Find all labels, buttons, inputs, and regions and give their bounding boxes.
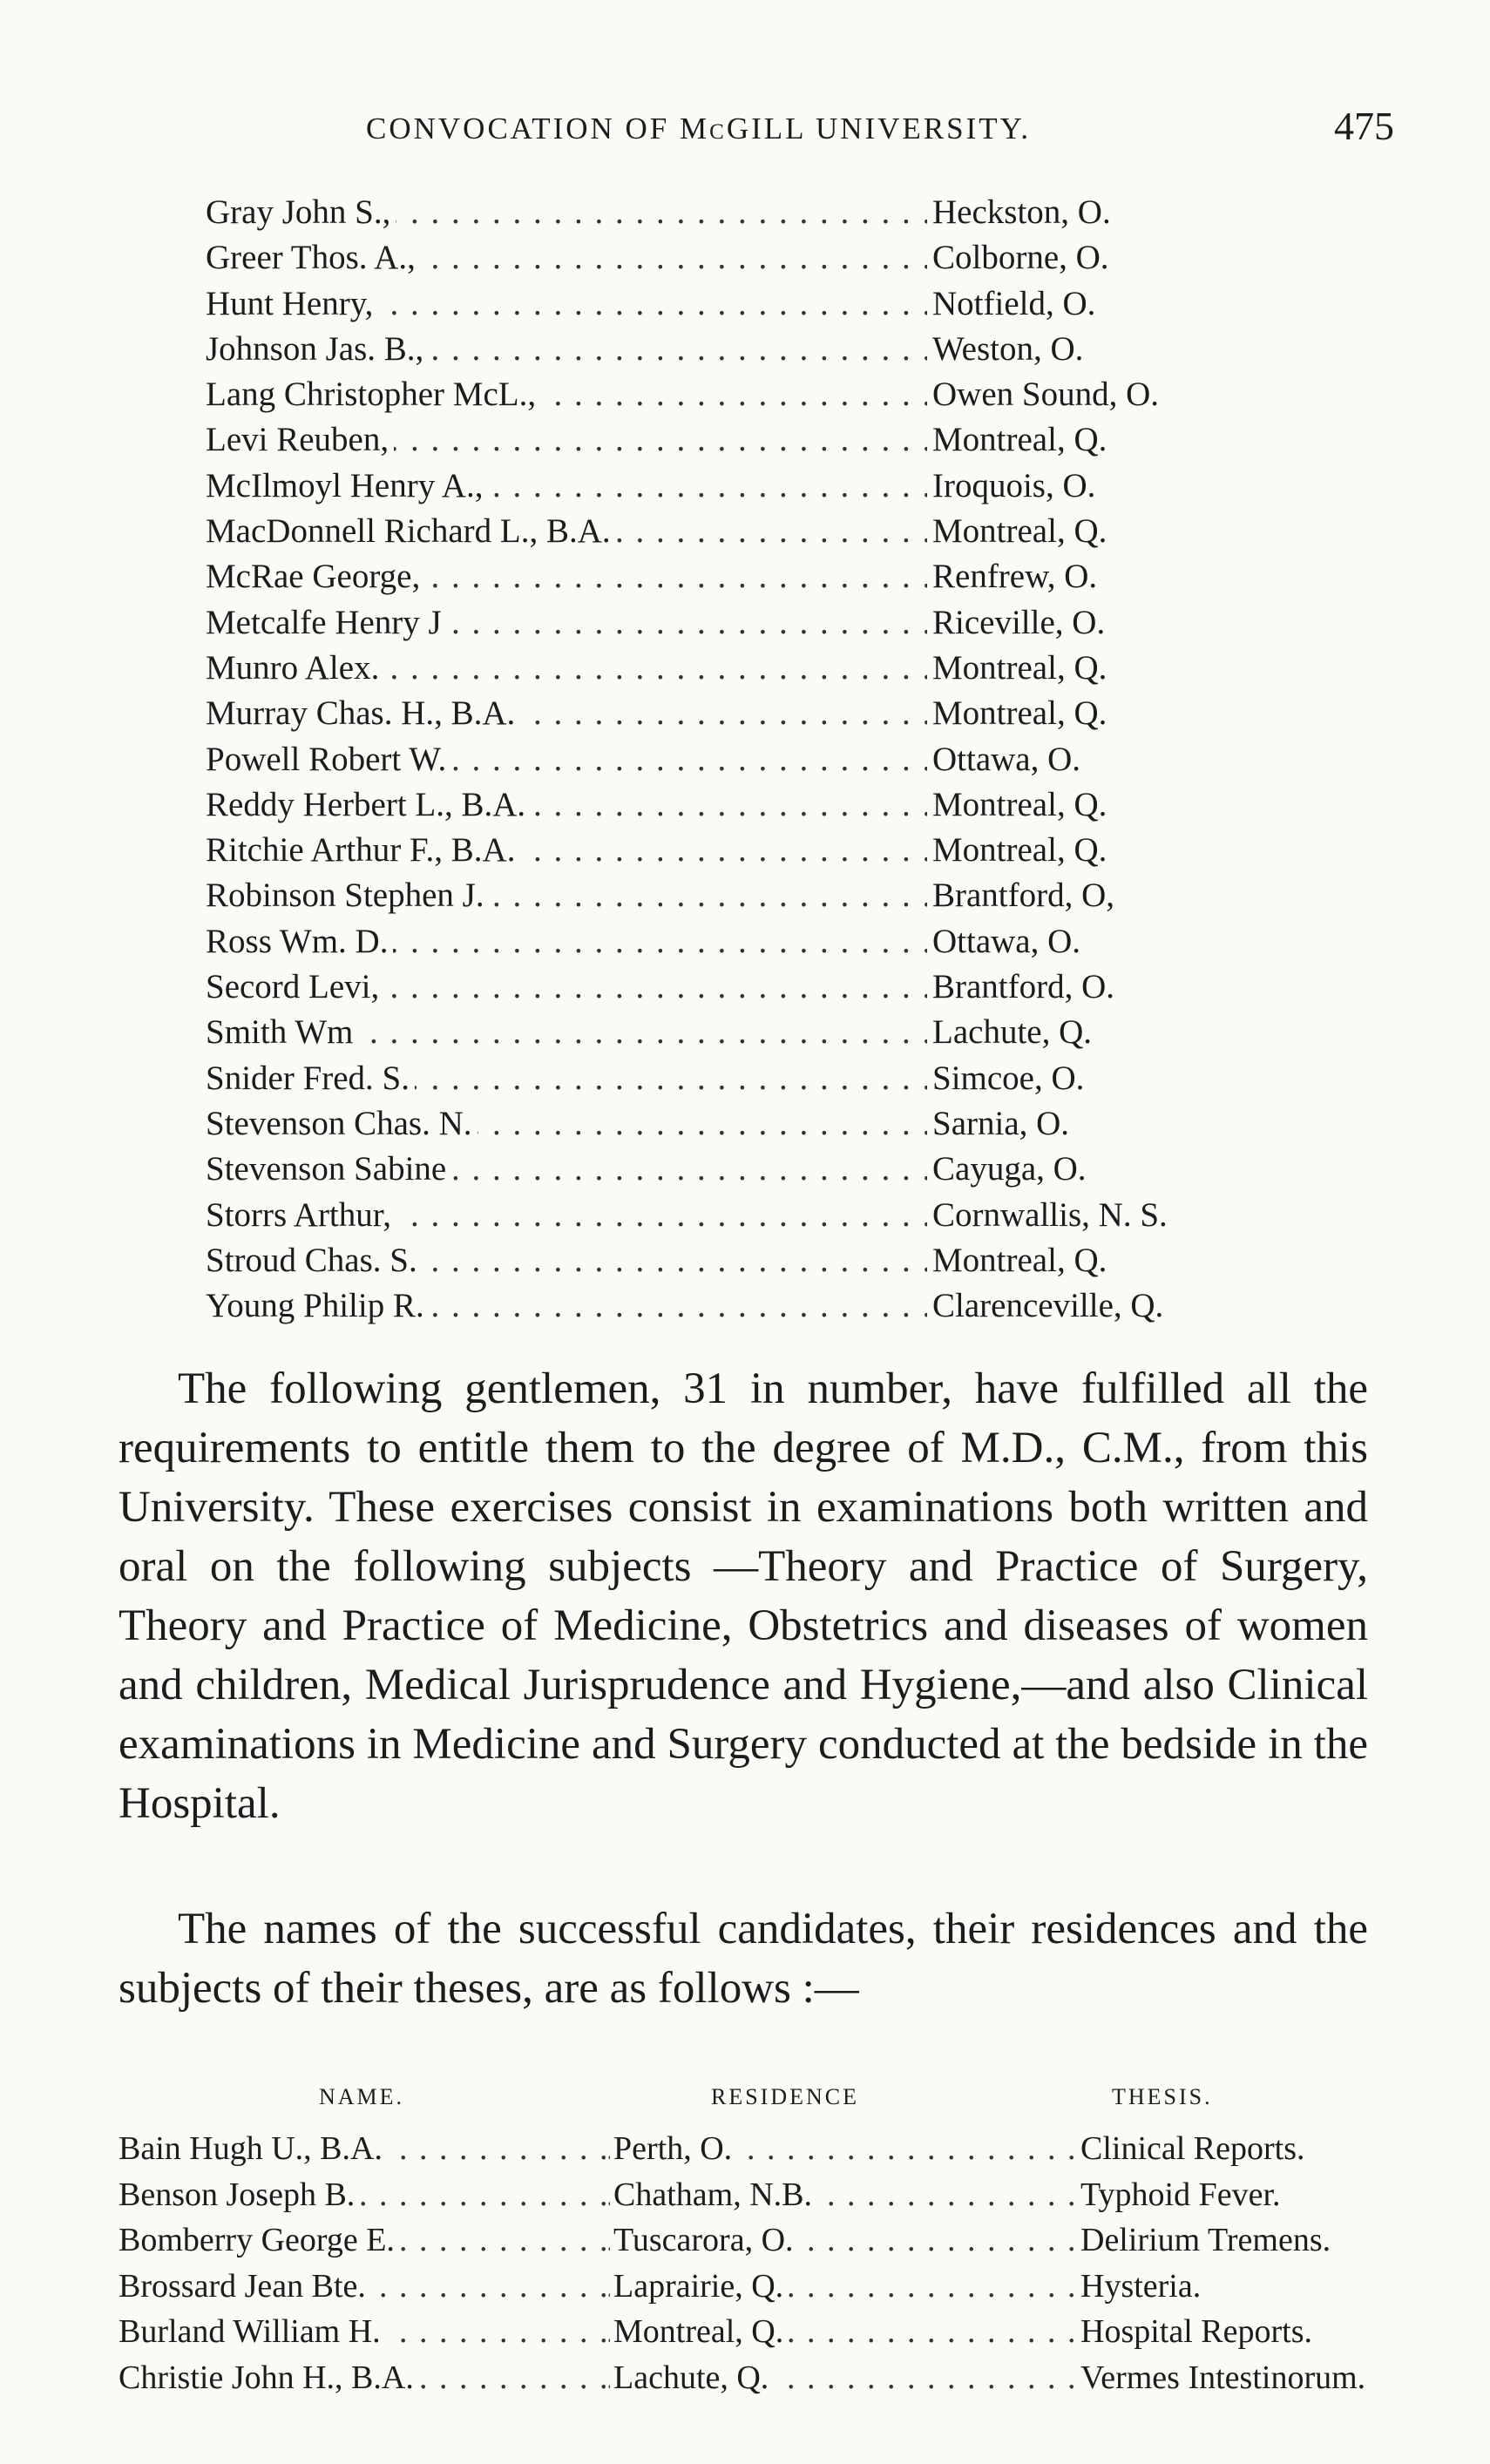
graduate-location: Montreal, Q. xyxy=(929,417,1107,463)
graduate-location: Ottawa, O. xyxy=(929,919,1080,965)
graduate-name: Smith Wm xyxy=(206,1013,358,1051)
cell-name: Burland William H. xyxy=(119,2309,386,2354)
table-row xyxy=(119,2264,1373,2310)
cell-thesis: Vermes Intestinorum. xyxy=(1077,2355,1365,2400)
graduates-list xyxy=(206,190,1251,1329)
graduate-name: Snider Fred. S. xyxy=(206,1059,415,1097)
graduate-name: Powell Robert W. xyxy=(206,741,451,778)
graduate-location: Ottawa, O. xyxy=(929,737,1080,782)
cell-residence: Montreal, Q. xyxy=(610,2309,789,2354)
graduate-name: Metcalfe Henry J xyxy=(206,604,447,641)
list-item xyxy=(206,646,1251,691)
graduate-name: Hunt Henry, xyxy=(206,285,378,322)
graduate-location: Heckston, O. xyxy=(929,190,1111,235)
running-head: CONVOCATION OF McGILL UNIVERSITY. xyxy=(366,112,1032,146)
paragraph-candidates-intro: The names of the successful candidates, their residences and the subjects of their theses, are as follows :— xyxy=(119,1905,1368,2013)
cell-residence: Perth, O. xyxy=(610,2126,737,2171)
cell-name: Bain Hugh U., B.A. xyxy=(119,2126,388,2171)
cell-thesis: Typhoid Fever. xyxy=(1077,2172,1281,2217)
graduate-location: Riceville, O. xyxy=(929,600,1105,646)
cell-residence: Lachute, Q. xyxy=(610,2355,774,2400)
list-item xyxy=(206,782,1251,828)
list-item xyxy=(206,965,1251,1010)
graduate-name: Ross Wm. D. xyxy=(206,923,393,960)
list-item xyxy=(206,190,1251,235)
list-item xyxy=(206,873,1251,918)
list-item xyxy=(206,1010,1251,1055)
cell-residence: Tuscarora, O. xyxy=(610,2217,799,2263)
graduate-location: Montreal, Q. xyxy=(929,646,1107,691)
graduate-name: McIlmoyl Henry A., xyxy=(206,467,488,504)
list-item xyxy=(206,691,1251,736)
graduate-name: Levi Reuben, xyxy=(206,421,394,458)
graduate-location: Iroquois, O. xyxy=(929,464,1095,509)
graduate-name: MacDonnell Richard L., B.A. xyxy=(206,512,616,550)
graduate-name: Robinson Stephen J. xyxy=(206,877,490,914)
graduate-name: McRae George, xyxy=(206,558,425,595)
list-item xyxy=(206,737,1251,782)
graduate-location: Brantford, O, xyxy=(929,873,1114,918)
graduate-name: Munro Alex. xyxy=(206,649,384,687)
graduate-location: Cornwallis, N. S. xyxy=(929,1193,1168,1238)
candidates-table xyxy=(119,2126,1373,2400)
list-item xyxy=(206,828,1251,873)
cell-thesis: Hospital Reports. xyxy=(1077,2309,1312,2354)
list-item xyxy=(206,554,1251,599)
table-row xyxy=(119,2309,1373,2355)
list-item xyxy=(206,372,1251,417)
graduate-location: Montreal, Q. xyxy=(929,782,1107,828)
graduate-name: Stroud Chas. S. xyxy=(206,1242,423,1279)
page-number: 475 xyxy=(1334,104,1394,148)
graduate-location: Cayuga, O. xyxy=(929,1147,1087,1192)
graduate-location: Montreal, Q. xyxy=(929,828,1107,873)
graduate-name: Storrs Arthur, xyxy=(206,1196,396,1234)
cell-thesis: Clinical Reports. xyxy=(1077,2126,1305,2171)
graduate-location: Lachute, Q. xyxy=(929,1010,1092,1055)
graduate-name: Stevenson Sabine xyxy=(206,1150,451,1188)
graduate-name: Secord Levi, xyxy=(206,968,384,1005)
graduate-location: Renfrew, O. xyxy=(929,554,1097,599)
list-item xyxy=(206,1101,1251,1147)
list-item xyxy=(206,464,1251,509)
table-row xyxy=(119,2172,1373,2218)
graduate-location: Simcoe, O. xyxy=(929,1056,1084,1101)
paragraph-requirements: The following gentlemen, 31 in number, have fulfilled all the requirements to entitle them to the degree of M.D., C.M., from this University. These exercises consist in examinations both written and oral on the following subjects —Theory and Practice of Surgery, Theory and Practice of Medicine, Obstetrics and diseases of women and children, Medical Jurisprudence and Hygiene,—and also Clinical examinations in Medicine and Surgery conducted at the bedside in the Hospital. xyxy=(119,1364,1368,1828)
cell-residence: Chatham, N.B. xyxy=(610,2172,817,2217)
cell-name: Christie John H., B.A. xyxy=(119,2355,419,2400)
graduate-name: Johnson Jas. B., xyxy=(206,330,429,368)
graduate-name: Reddy Herbert L., B.A. xyxy=(206,786,531,823)
graduate-name: Gray John S., xyxy=(206,193,396,231)
column-header-residence: RESIDENCE xyxy=(711,2084,859,2109)
list-item xyxy=(206,235,1251,281)
column-header-thesis: THESIS. xyxy=(1112,2084,1213,2109)
column-header-name: NAME. xyxy=(319,2084,405,2109)
graduate-location: Montreal, Q. xyxy=(929,1238,1107,1283)
graduate-name: Murray Chas. H., B.A. xyxy=(206,694,520,732)
graduate-name: Young Philip R. xyxy=(206,1287,430,1324)
cell-name: Bomberry George E. xyxy=(119,2217,400,2263)
list-item xyxy=(206,327,1251,372)
cell-thesis: Hysteria. xyxy=(1077,2264,1201,2309)
list-item xyxy=(206,1238,1251,1283)
graduate-location: Colborne, O. xyxy=(929,235,1109,281)
graduate-name: Greer Thos. A., xyxy=(206,239,421,276)
list-item xyxy=(206,919,1251,965)
list-item xyxy=(206,1147,1251,1192)
table-header xyxy=(119,2084,1373,2119)
list-item xyxy=(206,600,1251,646)
table-row xyxy=(119,2217,1373,2264)
page-header xyxy=(366,103,1394,155)
graduate-name: Lang Christopher McL., xyxy=(206,376,541,413)
graduate-name: Ritchie Arthur F., B.A. xyxy=(206,831,520,869)
table-row xyxy=(119,2126,1373,2172)
graduate-location: Owen Sound, O. xyxy=(929,372,1159,417)
list-item xyxy=(206,509,1251,554)
graduate-location: Montreal, Q. xyxy=(929,691,1107,736)
graduate-location: Clarenceville, Q. xyxy=(929,1283,1163,1329)
cell-residence: Laprairie, Q. xyxy=(610,2264,789,2309)
list-item xyxy=(206,281,1251,327)
graduate-location: Sarnia, O. xyxy=(929,1101,1069,1147)
list-item xyxy=(206,417,1251,463)
list-item xyxy=(206,1193,1251,1238)
graduate-location: Brantford, O. xyxy=(929,965,1114,1010)
graduate-location: Notfield, O. xyxy=(929,281,1095,327)
graduate-name: Stevenson Chas. N. xyxy=(206,1105,477,1142)
list-item xyxy=(206,1283,1251,1329)
cell-name: Benson Joseph B. xyxy=(119,2172,360,2217)
cell-name: Brossard Jean Bte. xyxy=(119,2264,371,2309)
table-row xyxy=(119,2355,1373,2401)
cell-thesis: Delirium Tremens. xyxy=(1077,2217,1331,2263)
graduate-location: Weston, O. xyxy=(929,327,1083,372)
graduate-location: Montreal, Q. xyxy=(929,509,1107,554)
list-item xyxy=(206,1056,1251,1101)
